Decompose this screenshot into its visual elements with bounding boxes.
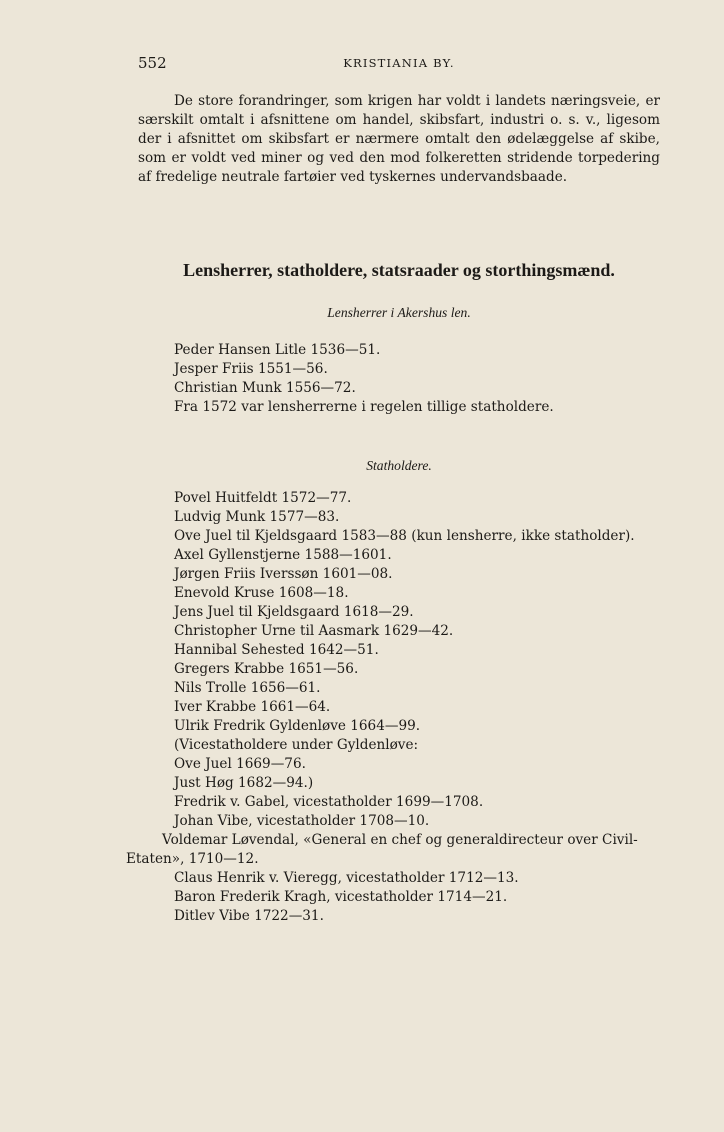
statholdere-list	[126, 489, 660, 926]
list-item: Hannibal Sehested 1642—51.	[174, 642, 379, 658]
list-item: Enevold Kruse 1608—18.	[174, 585, 349, 601]
page-number: 552	[138, 54, 167, 72]
list-item: Axel Gyllenstjerne 1588—1601.	[174, 547, 392, 563]
list-item: Nils Trolle 1656—61.	[174, 680, 321, 696]
list-item: Ove Juel til Kjeldsgaard 1583—88 (kun lensherre, ikke statholder).	[174, 528, 635, 544]
list-item: Claus Henrik v. Vieregg, vicestatholder 1712—13.	[174, 870, 519, 886]
intro-text	[138, 92, 660, 187]
list-item: Gregers Krabbe 1651—56.	[174, 661, 359, 677]
lensherrer-heading: Lensherrer i Akershus len.	[327, 305, 471, 320]
list-item: Baron Frederik Kragh, vicestatholder 1714—21.	[174, 889, 508, 905]
list-item: Ludvig Munk 1577—83.	[174, 509, 340, 525]
list-item: Ove Juel 1669—76.	[174, 756, 306, 772]
section-title: Lensherrer, statholdere, statsraader og storthingsmænd.	[183, 260, 615, 280]
list-item: Christopher Urne til Aasmark 1629—42.	[174, 623, 454, 639]
statholdere-heading: Statholdere.	[366, 458, 432, 473]
list-item: Voldemar Løvendal, «General en chef og generaldirecteur over Civil-Etaten», 1710—12.	[126, 832, 638, 867]
intro-paragraph: De store forandringer, som krigen har voldt i landets næringsveie, er særskilt omtalt i afsnittene om handel, skibsfart, industri o. s. v., ligesom der i afsnittet om skibsfart er nærmere omtalt den ødelæggelse af skibe, som er voldt ved miner og ved den mod folkeretten stridende torpedering af fredelige neutrale fartøier ved tyskernes undervandsbaade.	[138, 93, 660, 185]
list-item: Jesper Friis 1551—56.	[174, 361, 328, 377]
list-item: Christian Munk 1556—72.	[174, 380, 356, 396]
list-item: Fredrik v. Gabel, vicestatholder 1699—1708.	[174, 794, 484, 810]
list-item: Iver Krabbe 1661—64.	[174, 699, 331, 715]
page-header	[138, 54, 660, 74]
list-item: Jens Juel til Kjeldsgaard 1618—29.	[174, 604, 414, 620]
list-item: Just Høg 1682—94.)	[174, 775, 314, 791]
list-item: Johan Vibe, vicestatholder 1708—10.	[174, 813, 430, 829]
lensherrer-list	[138, 341, 660, 417]
list-item: Fra 1572 var lensherrerne i regelen tillige statholdere.	[174, 399, 554, 415]
list-item: Peder Hansen Litle 1536—51.	[174, 342, 381, 358]
list-item: Povel Huitfeldt 1572—77.	[174, 490, 352, 506]
list-item: (Vicestatholdere under Gyldenløve:	[174, 737, 419, 753]
list-item: Ulrik Fredrik Gyldenløve 1664—99.	[174, 718, 421, 734]
list-item: Jørgen Friis Iverssøn 1601—08.	[174, 566, 393, 582]
list-item: Ditlev Vibe 1722—31.	[174, 908, 324, 924]
running-head: KRISTIANIA BY.	[343, 56, 455, 70]
